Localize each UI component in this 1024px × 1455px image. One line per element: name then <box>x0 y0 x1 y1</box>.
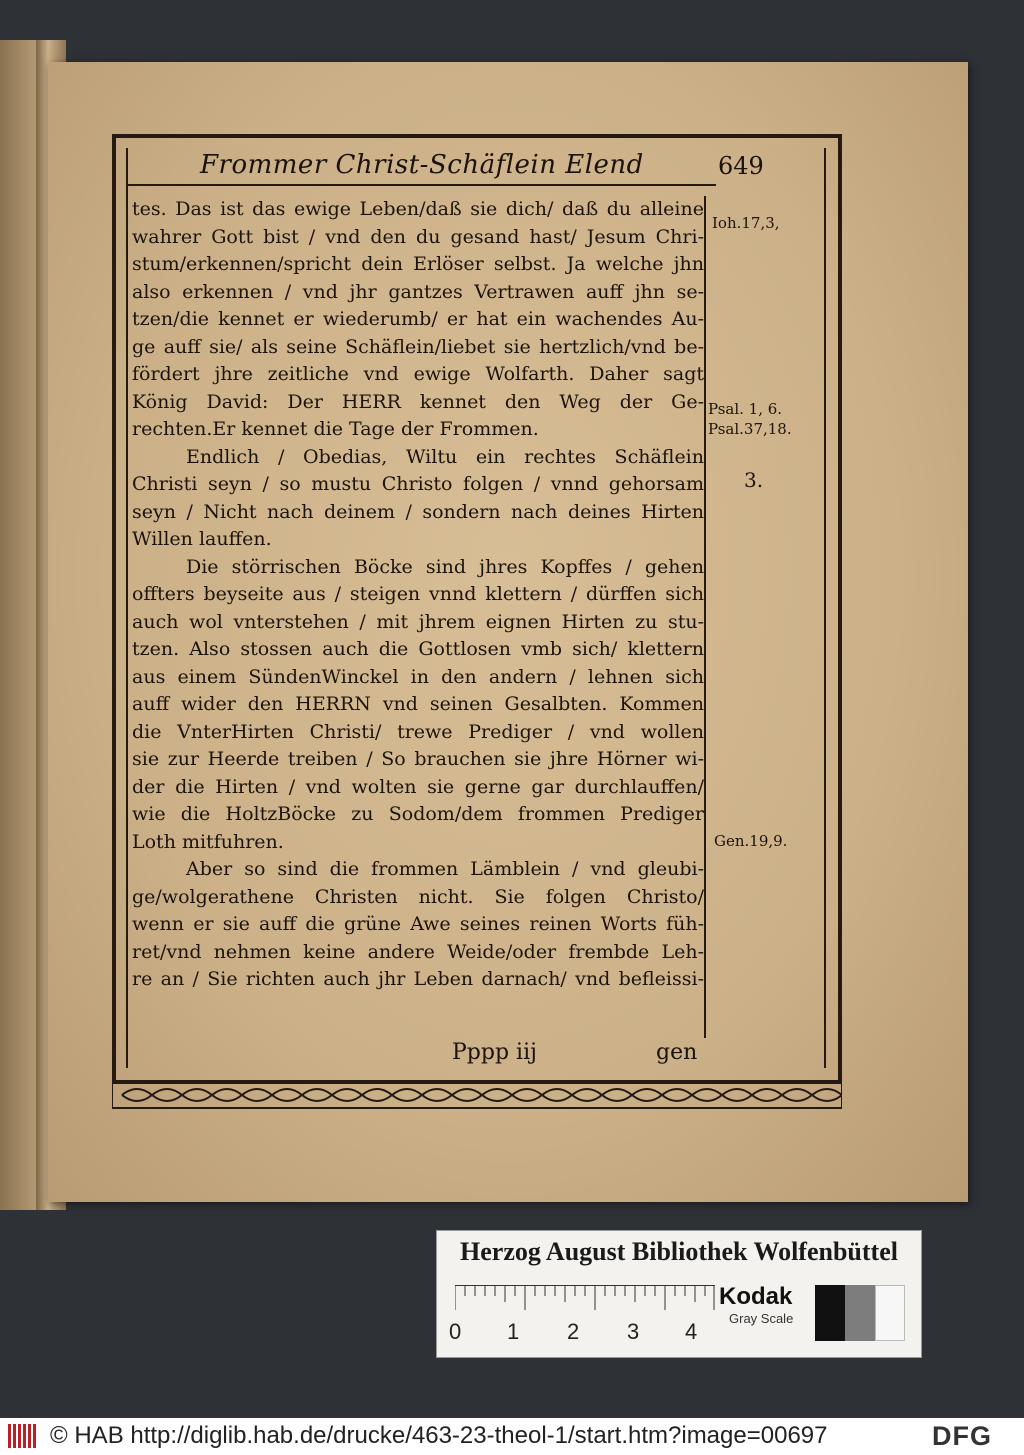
text-line: ge auff sie/ als seine Schäflein/liebet sie hertzlich/vnd be- <box>132 335 704 358</box>
text-line: re an / Sie richten auch jhr Leben darnach/ vnd befleissi- <box>132 968 704 990</box>
text-line: auch wol vnterstehen / mit jhrem eignen Hirten zu stu- <box>132 610 704 633</box>
ruler-number: 4 <box>685 1319 698 1344</box>
hab-logo-icon <box>8 1424 38 1448</box>
ruler-number: 3 <box>627 1319 640 1344</box>
measurement-ruler <box>455 1285 715 1316</box>
text-line: tzen/die kennet er wiederumb/ er hat ein wachendes Au- <box>132 308 704 330</box>
section-number: 3. <box>744 468 764 492</box>
text-line: der die Hirten / vnd wolten sie gerne gar durchlauffen/ <box>132 775 704 798</box>
text-line: Die störrischen Böcke sind jhres Kopffes / gehen <box>186 555 704 578</box>
text-line: fördert jhre zeitliche vnd ewige Wolfarth. Daher sagt <box>132 363 704 385</box>
ruler-number: 0 <box>449 1319 462 1344</box>
library-label-card <box>436 1230 922 1358</box>
text-line: Endlich / Obedias, Wiltu ein rechtes Schäflein <box>186 445 704 468</box>
gray-swatch-mid <box>845 1285 875 1341</box>
kodak-brand: Kodak <box>719 1283 793 1310</box>
dfg-logo: DFG <box>932 1421 992 1451</box>
text-line: wenn er sie auff die grüne Awe seines reinen Worts füh- <box>132 913 704 935</box>
library-name: Herzog August Bibliothek Wolfenbüttel <box>460 1237 898 1266</box>
text-line: stum/erkennen/spricht dein Erlöser selbst. Ja welche jhn <box>132 253 704 275</box>
ornament-band <box>112 1080 842 1110</box>
text-line: Christi seyn / so mustu Christo folgen / vnnd gehorsam <box>132 473 704 495</box>
text-line: tes. Das ist das ewige Leben/daß sie dich/ daß du alleine <box>132 198 704 220</box>
margin-note-ioh: Ioh.17,3, <box>712 214 780 232</box>
credit-link[interactable]: © HAB http://diglib.hab.de/drucke/463-23-theol-1/start.htm?image=00697 <box>50 1422 828 1449</box>
credit-bar <box>0 1418 1024 1455</box>
margin-note-psal: Psal.37,18. <box>708 420 792 438</box>
header-rule <box>126 184 716 186</box>
running-head: Frommer Christ-Schäflein Elend <box>200 150 644 180</box>
text-line: seyn / Nicht nach deinem / sondern nach deines Hirten <box>132 500 704 523</box>
text-line: sie zur Heerde treiben / So brauchen sie jhre Hörner wi- <box>132 748 704 770</box>
page-number: 649 <box>718 152 764 180</box>
margin-note-gen: Gen.19,9. <box>714 832 788 850</box>
text-line: ge/wolgerathene Christen nicht. Sie folgen Christo/ <box>132 885 704 908</box>
ruler-number: 2 <box>567 1319 580 1344</box>
text-line: tzen. Also stossen auch die Gottlosen vmb sich/ klettern <box>132 638 704 660</box>
gray-swatch-white <box>875 1285 905 1341</box>
text-line: Aber so sind die frommen Lämblein / vnd gleubi- <box>186 858 704 880</box>
gray-swatch-black <box>815 1285 845 1341</box>
text-line: auff wider den HERRN vnd seinen Gesalbten. Kommen <box>132 693 704 715</box>
text-line: offters beyseite aus / steigen vnnd klettern / dürffen sich <box>132 583 704 605</box>
signature-mark: Pppp iij <box>452 1040 537 1065</box>
text-line: also erkennen / vnd jhr gantzes Vertrawen auff jhn se- <box>132 280 704 303</box>
text-line: Loth mitfuhren. <box>132 830 284 853</box>
text-line: wahrer Gott bist / vnd den du gesand hast/ Jesum Chri- <box>132 225 704 248</box>
margin-note-psal: Psal. 1, 6. <box>708 400 783 418</box>
gray-scale-label: Gray Scale <box>729 1311 794 1326</box>
text-column <box>132 196 706 1038</box>
ruler-number: 1 <box>507 1319 520 1344</box>
text-line: die VnterHirten Christi/ trewe Prediger / vnd wollen <box>132 720 704 743</box>
text-line: rechten.Er kennet die Tage der Frommen. <box>132 418 539 440</box>
text-line: Willen lauffen. <box>132 528 272 550</box>
text-line: König David: Der HERR kennet den Weg der Ge- <box>132 390 704 413</box>
text-line: wie die HoltzBöcke zu Sodom/dem frommen Prediger <box>132 803 704 825</box>
catchword: gen <box>656 1040 698 1065</box>
text-line: ret/vnd nehmen keine andere Weide/oder frembde Leh- <box>132 940 704 963</box>
text-line: aus einem SündenWinckel in den andern / lehnen sich <box>132 665 704 688</box>
